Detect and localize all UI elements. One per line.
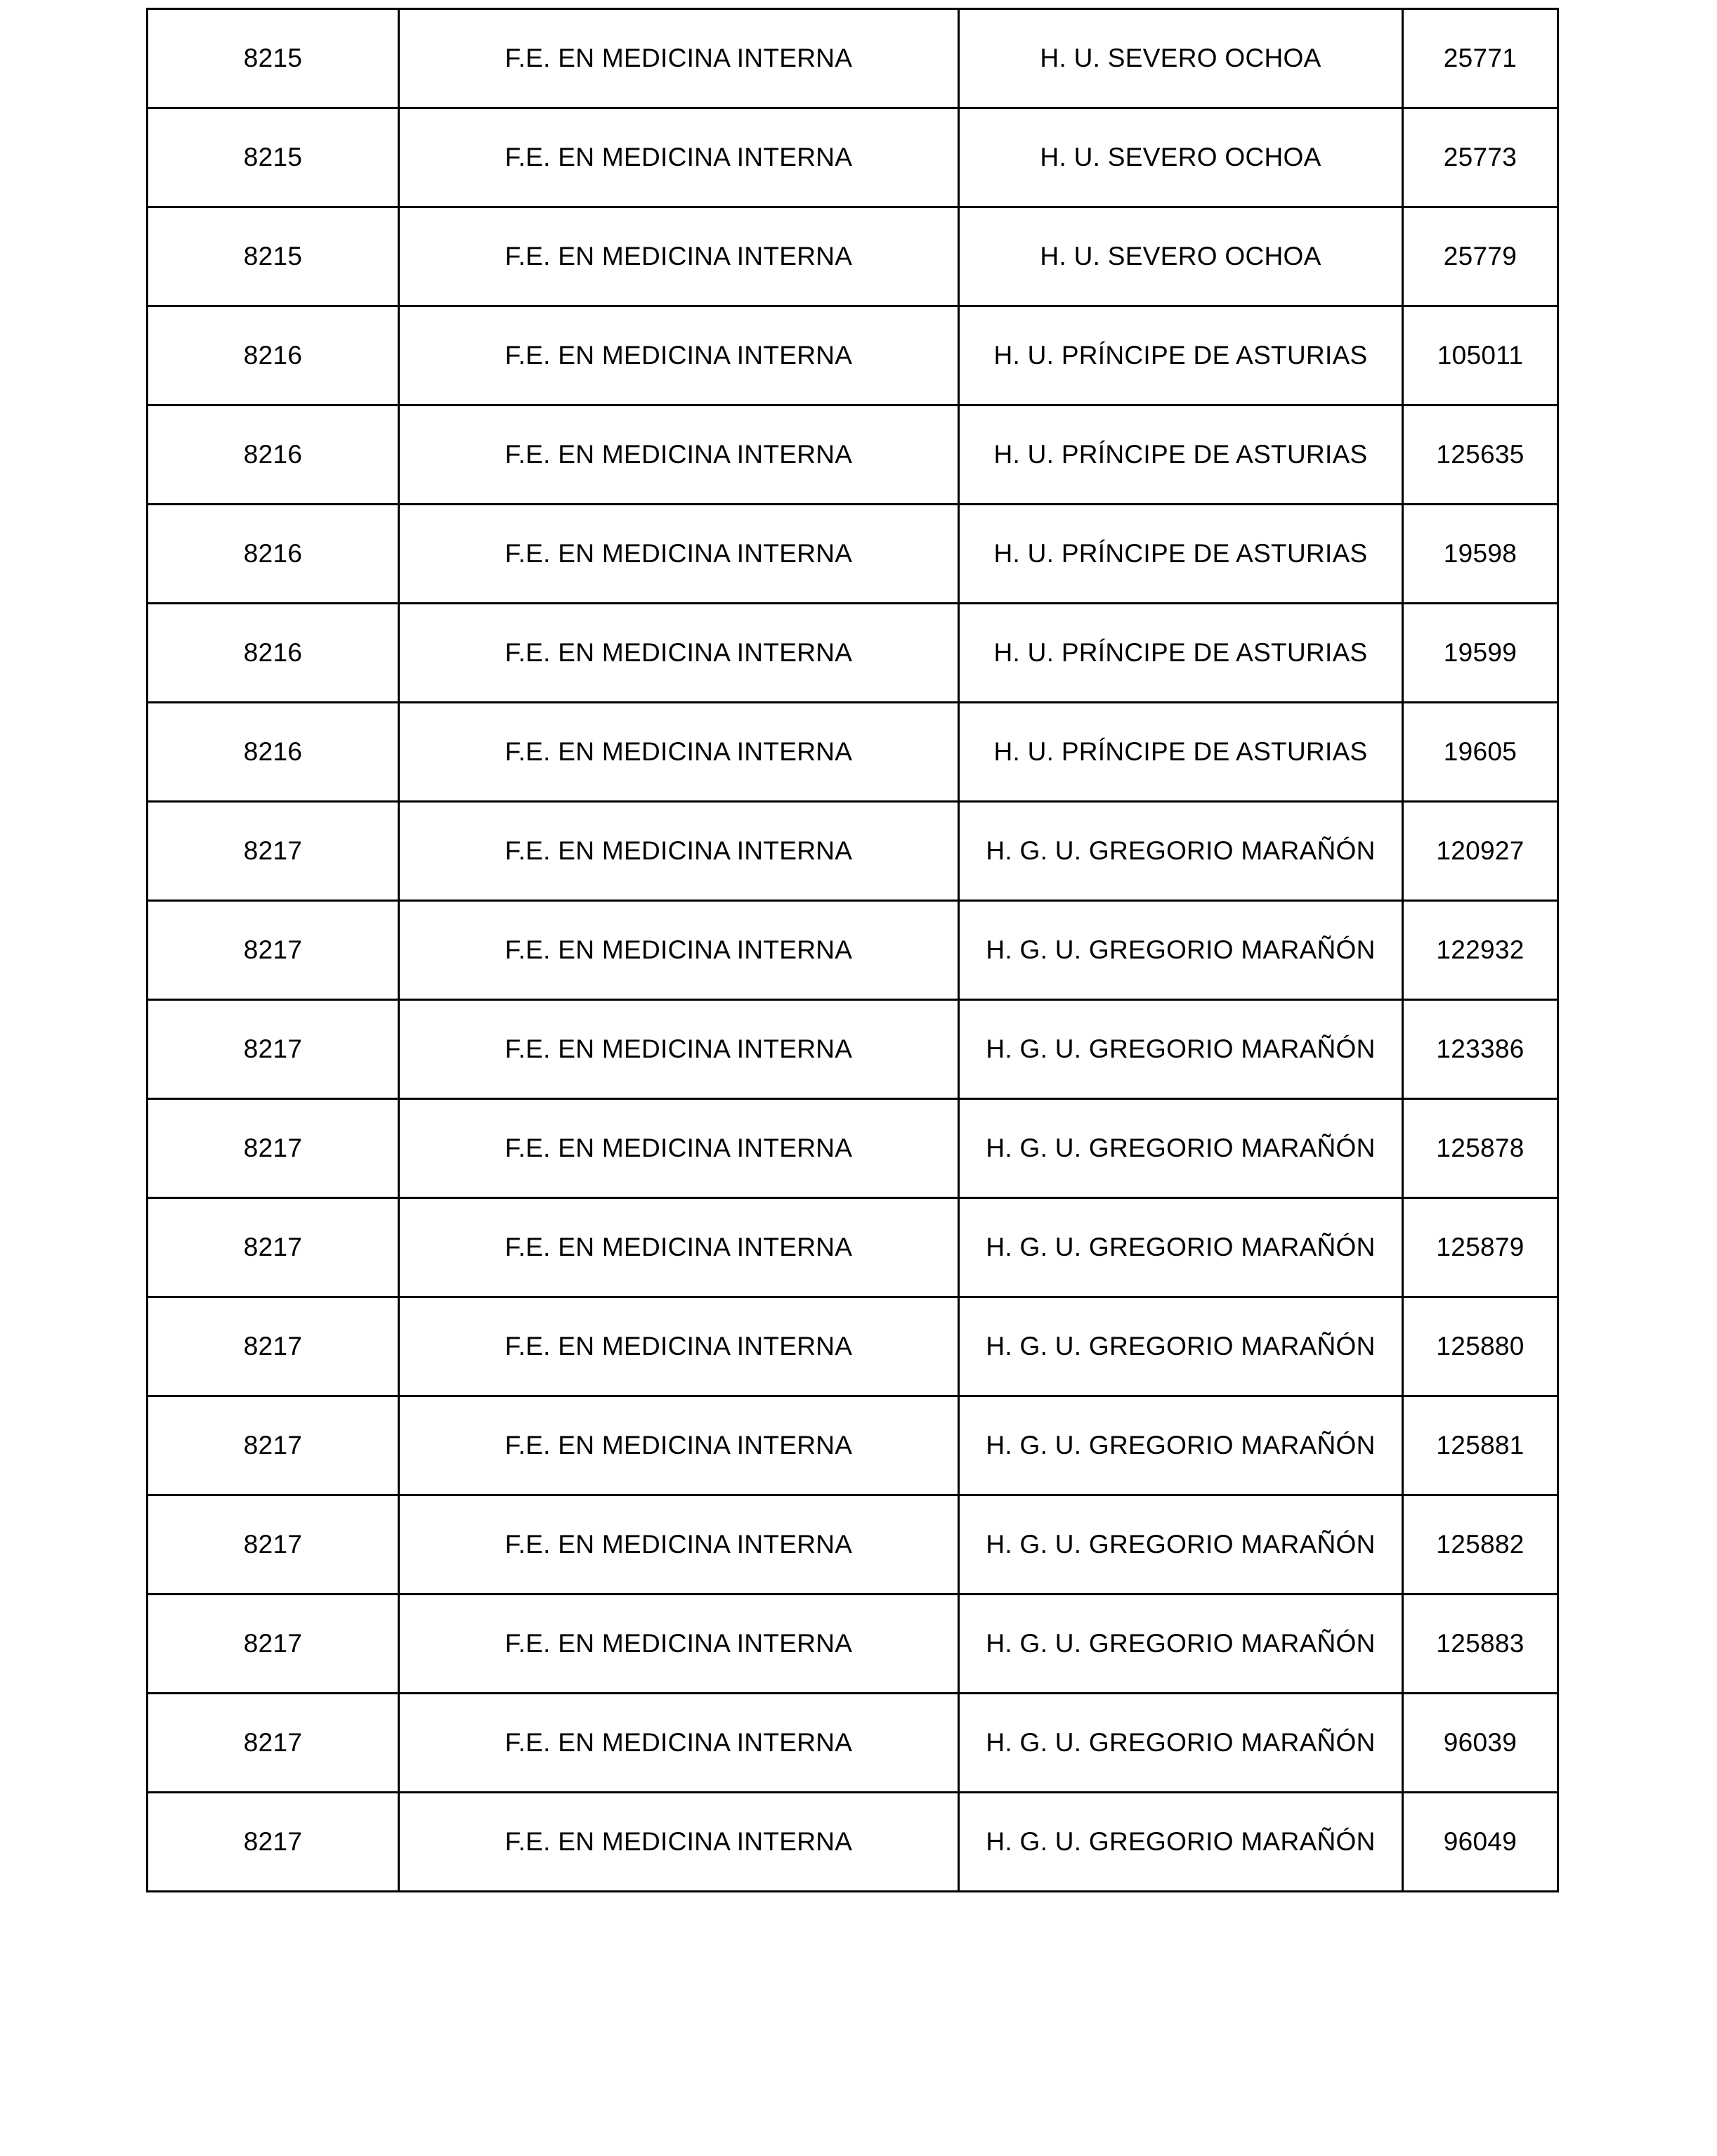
positions-table [146,8,1559,1892]
specialty-cell: F.E. EN MEDICINA INTERNA [399,1793,959,1892]
specialty-cell: F.E. EN MEDICINA INTERNA [399,505,959,604]
position-number-cell: 25779 [1403,207,1558,306]
code-cell: 8215 [148,9,399,108]
position-number-cell: 120927 [1403,802,1558,901]
position-number-cell: 125880 [1403,1297,1558,1396]
position-number-cell: 123386 [1403,1000,1558,1099]
table-row [148,1793,1558,1892]
code-cell: 8216 [148,405,399,505]
position-number-cell: 122932 [1403,901,1558,1000]
code-cell: 8216 [148,703,399,802]
hospital-cell: H. U. PRÍNCIPE DE ASTURIAS [959,604,1403,703]
table-row [148,604,1558,703]
position-number-cell: 125635 [1403,405,1558,505]
code-cell: 8217 [148,1495,399,1595]
specialty-cell: F.E. EN MEDICINA INTERNA [399,604,959,703]
code-cell: 8217 [148,1000,399,1099]
hospital-cell: H. U. PRÍNCIPE DE ASTURIAS [959,703,1403,802]
hospital-cell: H. U. PRÍNCIPE DE ASTURIAS [959,405,1403,505]
code-cell: 8217 [148,1198,399,1297]
table-row [148,505,1558,604]
hospital-cell: H. G. U. GREGORIO MARAÑÓN [959,1595,1403,1694]
code-cell: 8217 [148,1595,399,1694]
code-cell: 8216 [148,505,399,604]
code-cell: 8217 [148,802,399,901]
specialty-cell: F.E. EN MEDICINA INTERNA [399,108,959,207]
table-row [148,802,1558,901]
table-row [148,1000,1558,1099]
hospital-cell: H. G. U. GREGORIO MARAÑÓN [959,1793,1403,1892]
position-number-cell: 25771 [1403,9,1558,108]
hospital-cell: H. G. U. GREGORIO MARAÑÓN [959,1099,1403,1198]
specialty-cell: F.E. EN MEDICINA INTERNA [399,1396,959,1495]
position-number-cell: 125881 [1403,1396,1558,1495]
specialty-cell: F.E. EN MEDICINA INTERNA [399,306,959,405]
hospital-cell: H. U. SEVERO OCHOA [959,207,1403,306]
hospital-cell: H. U. PRÍNCIPE DE ASTURIAS [959,306,1403,405]
hospital-cell: H. G. U. GREGORIO MARAÑÓN [959,1000,1403,1099]
code-cell: 8217 [148,1694,399,1793]
table-row [148,1495,1558,1595]
position-number-cell: 96039 [1403,1694,1558,1793]
table-row [148,1297,1558,1396]
position-number-cell: 125883 [1403,1595,1558,1694]
table-row [148,703,1558,802]
position-number-cell: 125882 [1403,1495,1558,1595]
specialty-cell: F.E. EN MEDICINA INTERNA [399,1099,959,1198]
position-number-cell: 125879 [1403,1198,1558,1297]
code-cell: 8216 [148,604,399,703]
specialty-cell: F.E. EN MEDICINA INTERNA [399,703,959,802]
position-number-cell: 19598 [1403,505,1558,604]
table-row [148,1595,1558,1694]
position-number-cell: 96049 [1403,1793,1558,1892]
code-cell: 8216 [148,306,399,405]
table-row [148,1198,1558,1297]
hospital-cell: H. U. SEVERO OCHOA [959,9,1403,108]
code-cell: 8217 [148,1099,399,1198]
code-cell: 8217 [148,901,399,1000]
hospital-cell: H. G. U. GREGORIO MARAÑÓN [959,901,1403,1000]
code-cell: 8215 [148,108,399,207]
code-cell: 8217 [148,1297,399,1396]
hospital-cell: H. U. SEVERO OCHOA [959,108,1403,207]
specialty-cell: F.E. EN MEDICINA INTERNA [399,207,959,306]
hospital-cell: H. G. U. GREGORIO MARAÑÓN [959,1694,1403,1793]
specialty-cell: F.E. EN MEDICINA INTERNA [399,9,959,108]
position-number-cell: 25773 [1403,108,1558,207]
table-row [148,108,1558,207]
code-cell: 8217 [148,1793,399,1892]
specialty-cell: F.E. EN MEDICINA INTERNA [399,1595,959,1694]
table-row [148,1396,1558,1495]
code-cell: 8215 [148,207,399,306]
hospital-cell: H. G. U. GREGORIO MARAÑÓN [959,1396,1403,1495]
table-row [148,1694,1558,1793]
table-row [148,901,1558,1000]
position-number-cell: 125878 [1403,1099,1558,1198]
code-cell: 8217 [148,1396,399,1495]
position-number-cell: 19605 [1403,703,1558,802]
positions-table-body [148,9,1558,1892]
specialty-cell: F.E. EN MEDICINA INTERNA [399,802,959,901]
hospital-cell: H. G. U. GREGORIO MARAÑÓN [959,1297,1403,1396]
hospital-cell: H. U. PRÍNCIPE DE ASTURIAS [959,505,1403,604]
hospital-cell: H. G. U. GREGORIO MARAÑÓN [959,1198,1403,1297]
hospital-cell: H. G. U. GREGORIO MARAÑÓN [959,802,1403,901]
table-row [148,207,1558,306]
table-row [148,9,1558,108]
specialty-cell: F.E. EN MEDICINA INTERNA [399,1198,959,1297]
specialty-cell: F.E. EN MEDICINA INTERNA [399,1495,959,1595]
table-row [148,405,1558,505]
position-number-cell: 105011 [1403,306,1558,405]
specialty-cell: F.E. EN MEDICINA INTERNA [399,1000,959,1099]
specialty-cell: F.E. EN MEDICINA INTERNA [399,901,959,1000]
hospital-cell: H. G. U. GREGORIO MARAÑÓN [959,1495,1403,1595]
specialty-cell: F.E. EN MEDICINA INTERNA [399,1297,959,1396]
specialty-cell: F.E. EN MEDICINA INTERNA [399,1694,959,1793]
specialty-cell: F.E. EN MEDICINA INTERNA [399,405,959,505]
table-row [148,306,1558,405]
position-number-cell: 19599 [1403,604,1558,703]
table-row [148,1099,1558,1198]
